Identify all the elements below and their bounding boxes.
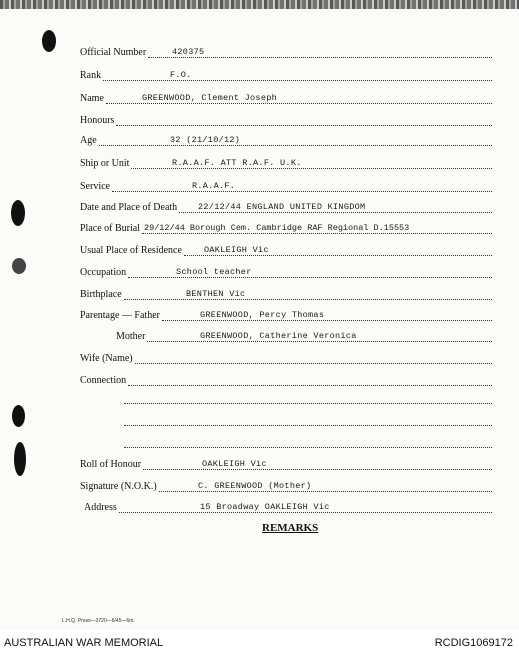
punch-hole: [11, 200, 25, 226]
label-date-place-death: Date and Place of Death: [80, 202, 178, 213]
scan-edge: [0, 0, 519, 9]
connection-line: [124, 402, 492, 404]
footer-source: AUSTRALIAN WAR MEMORIAL: [4, 637, 164, 649]
value-occupation: School teacher: [176, 267, 252, 277]
remarks-heading: REMARKS: [262, 522, 319, 534]
value-name: GREENWOOD, Clement Joseph: [142, 93, 278, 103]
label-connection: Connection: [80, 375, 127, 386]
row-honours: [80, 113, 492, 129]
label-address: Address: [84, 502, 117, 513]
label-signature: Signature (N.O.K.): [80, 481, 157, 492]
value-ship-or-unit: R.A.A.F. ATT R.A.F. U.K.: [172, 158, 302, 168]
value-address: 15 Broadway OAKLEIGH Vic: [200, 502, 330, 512]
label-occupation: Occupation: [80, 267, 127, 278]
label-place-of-burial: Place of Burial: [80, 223, 140, 234]
row-service: [80, 179, 492, 195]
value-usual-residence: OAKLEIGH Vic: [204, 245, 269, 255]
value-place-of-burial: 29/12/44 Borough Cem. Cambridge RAF Regional D.15553: [144, 223, 410, 233]
row-ship-or-unit: [80, 156, 492, 172]
label-birthplace: Birthplace: [80, 289, 122, 300]
value-rank: F.O.: [170, 70, 192, 80]
footer-record-id: RCDIG1069172: [434, 637, 513, 649]
label-roll-of-honour: Roll of Honour: [80, 459, 142, 470]
label-ship-or-unit: Ship or Unit: [80, 158, 130, 169]
value-roll-of-honour: OAKLEIGH Vic: [202, 459, 267, 469]
row-occupation: [80, 265, 492, 281]
value-age: 32 (21/10/12): [170, 135, 241, 145]
punch-hole: [14, 442, 26, 476]
row-roll-of-honour: [80, 457, 492, 473]
punch-hole: [12, 258, 26, 274]
row-age: [80, 133, 492, 149]
row-date-place-death: [80, 200, 492, 216]
label-honours: Honours: [80, 115, 115, 126]
label-service: Service: [80, 181, 110, 192]
row-mother: [80, 329, 492, 345]
row-birthplace: [80, 287, 492, 303]
label-name: Name: [80, 93, 104, 104]
row-address: [80, 500, 492, 516]
label-usual-residence: Usual Place of Residence: [80, 245, 182, 256]
label-rank: Rank: [80, 70, 102, 81]
value-official-number: 420375: [172, 47, 205, 57]
label-age: Age: [80, 135, 97, 146]
row-parentage-father: [80, 308, 492, 324]
value-birthplace: BENTHEN Vic: [186, 289, 246, 299]
label-mother: Mother: [116, 331, 146, 342]
value-parentage-father: GREENWOOD, Percy Thomas: [200, 310, 325, 320]
row-official-number: [80, 45, 492, 61]
value-signature: C. GREENWOOD (Mother): [198, 481, 312, 491]
value-service: R.A.A.F.: [192, 181, 236, 191]
row-signature: [80, 479, 492, 495]
row-usual-residence: [80, 243, 492, 259]
label-parentage-father: Parentage — Father: [80, 310, 160, 321]
value-date-place-death: 22/12/44 ENGLAND UNITED KINGDOM: [198, 202, 366, 212]
form-number: L.H.Q. Press—3720—6/45—6m.: [62, 618, 135, 624]
value-mother: GREENWOOD, Catherine Veronica: [200, 331, 357, 341]
row-place-of-burial: [80, 221, 492, 237]
label-official-number: Official Number: [80, 47, 147, 58]
connection-line: [124, 446, 492, 448]
row-connection: [80, 373, 492, 389]
row-name: [80, 91, 492, 107]
punch-hole: [42, 30, 56, 52]
archive-footer: [0, 634, 519, 653]
row-wife: [80, 351, 492, 367]
connection-line: [124, 424, 492, 426]
label-wife: Wife (Name): [80, 353, 133, 364]
punch-hole: [12, 405, 25, 427]
row-rank: [80, 68, 492, 84]
